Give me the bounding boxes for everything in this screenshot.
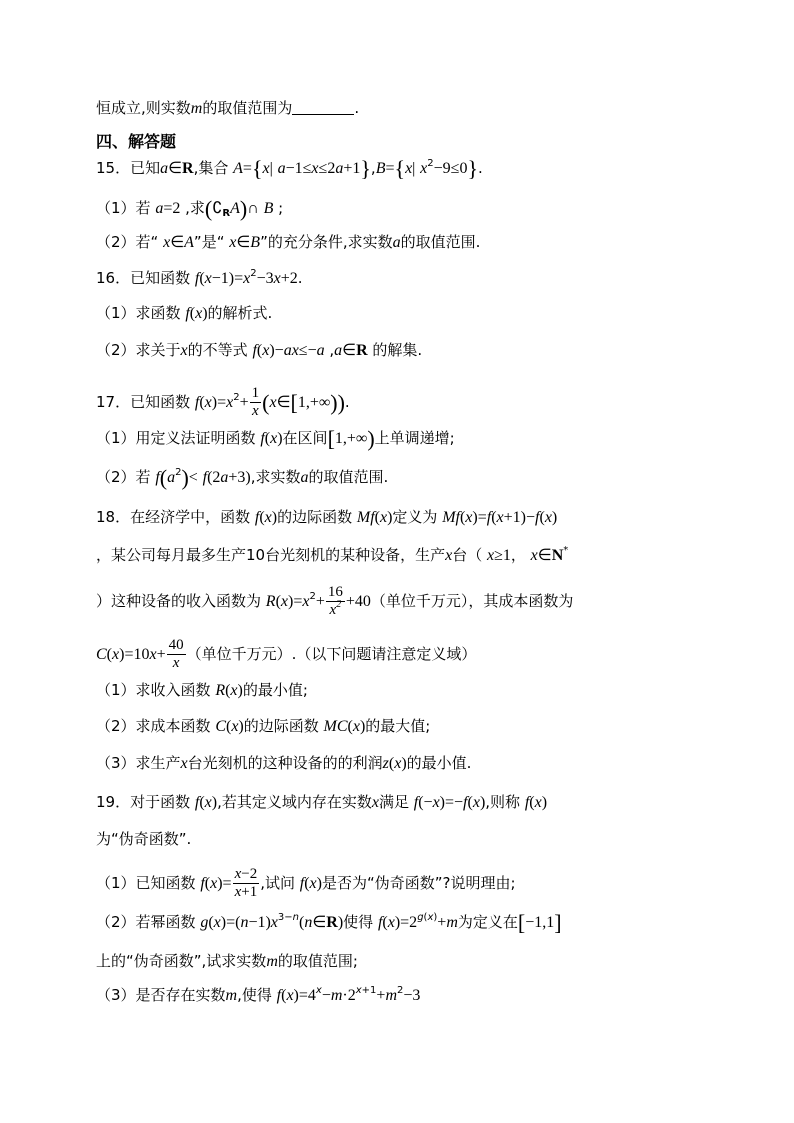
question-18-line-3: ）这种设备的收入函数为 $R(x)=x^2+$ $\frac{16}{x^2}$ +40（单位千万元），其成本函数为 [96, 584, 574, 618]
question-15: 15．已知a∈R,集合 A={x| a−1≤x≤2a+1},B={x| $x^2-9\le 0$}. [96, 156, 483, 181]
answer-blank [292, 100, 354, 115]
question-17: 17．已知函数 $f(x)=x^2+$ $\frac{1}{x}$ (x∈[1,+∞)). [96, 385, 350, 419]
question-19-part-2: （2）若幂函数 $g(x)=(n-1)x^{3-n}(n\in R)$使得 $f(x)=2^{g(x)}+m$为定义在[−1,1] [96, 910, 562, 935]
question-18: 18．在经济学中，函数 f(x)的边际函数 Mf(x)定义为 Mf(x)=f(x+1)−f(x) [96, 508, 558, 526]
question-18-part-1: （1）求收入函数 R(x)的最小值; [96, 681, 308, 699]
question-17-part-1: （1）用定义法证明函数 f(x)在区间[1,+∞)上单调递增; [96, 426, 455, 451]
question-15-part-1: （1）若 a=2 ,求$(∁_RA)\cap$ B ; [96, 196, 284, 221]
question-19-line-2: 为“伪奇函数”. [96, 830, 192, 848]
question-15-part-2: （2）若“ x∈A”是“ x∈B”的充分条件,求实数a的取值范围. [96, 233, 481, 251]
question-16-part-2: （2）求关于x的不等式 f(x)−ax≤−a ,a∈R 的解集. [96, 341, 423, 359]
question-19-part-1: （1）已知函数 f(x)= $\frac{x-2}{x+1}$ ,试问 f(x)是否为“伪奇函数”?说明理由; [96, 866, 516, 900]
continuation-line: 恒成立,则实数m的取值范围为 . [96, 99, 360, 117]
section-heading: 四、解答题 [96, 132, 177, 151]
question-16-part-1: （1）求函数 f(x)的解析式. [96, 304, 273, 322]
question-19-line-3: 上的“伪奇函数”,试求实数m的取值范围; [96, 952, 358, 970]
question-17-part-2: （2）若 $f(a^2)< f(2a+3)$,求实数a的取值范围. [96, 465, 389, 490]
text-seg: 恒成立,则实数 [96, 99, 191, 117]
question-18-line-4: C(x)=10x+ $\frac{40}{x}$ （单位千万元）.（以下问题请注意定义域） [96, 637, 477, 671]
question-16: 16．已知函数 $f(x-1)=x^2-3x+2$. [96, 268, 303, 287]
question-18-part-2: （2）求成本函数 C(x)的边际函数 MC(x)的最大值; [96, 717, 431, 735]
question-19-part-3: （3）是否存在实数m,使得 $f(x)=4^x-m\cdot 2^{x+1}+m^2-3$ [96, 985, 421, 1004]
question-18-line-2: ，某公司每月最多生产10台光刻机的某种设备，生产x台（ x≥1， x∈N* [96, 545, 569, 564]
question-18-part-3: （3）求生产x台光刻机的这种设备的的利润z(x)的最小值. [96, 754, 472, 772]
question-19: 19．对于函数 f(x),若其定义域内存在实数x满足 f(−x)=−f(x),则称 f(x) [96, 793, 548, 811]
